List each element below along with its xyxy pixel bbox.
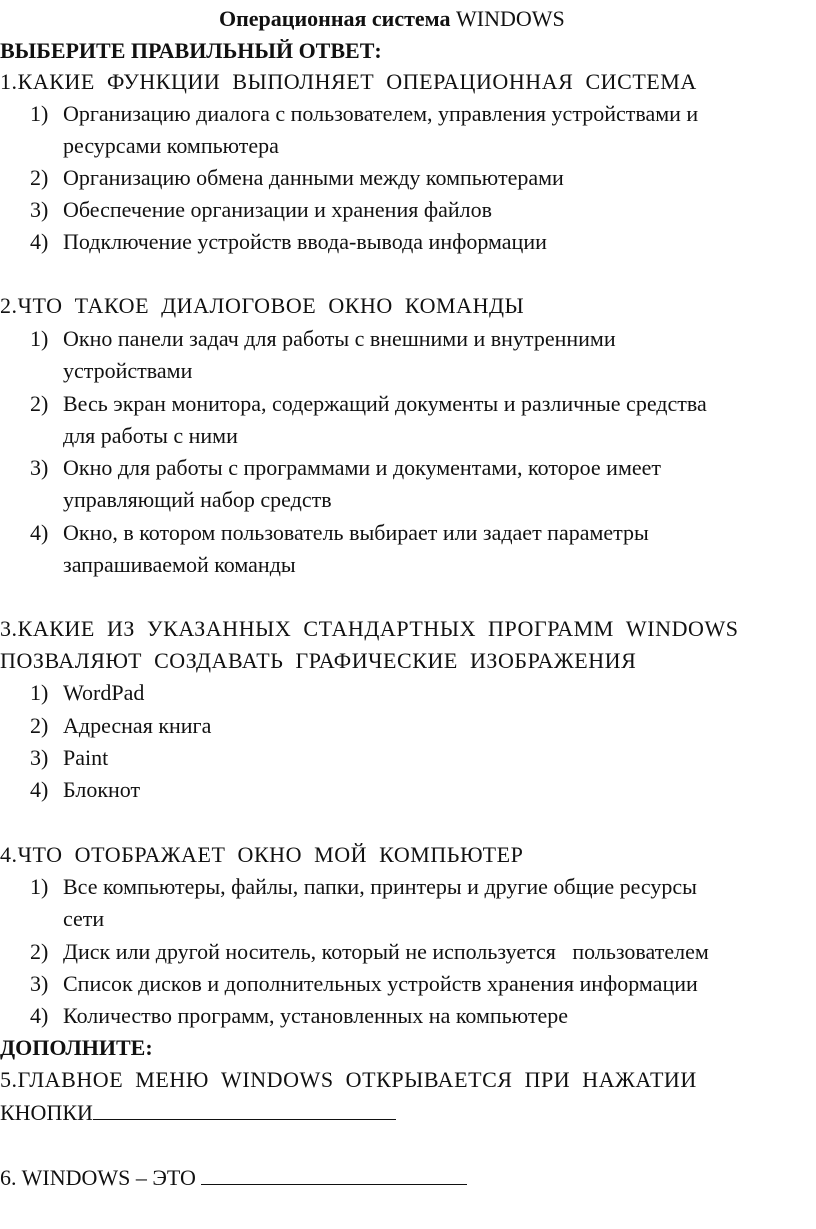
option-number: 3) (30, 197, 49, 222)
question-3-heading-line1: 3.КАКИЕ ИЗ УКАЗАННЫХ СТАНДАРТНЫХ ПРОГРАММ WINDOWS (0, 616, 739, 641)
option-number: 2) (30, 391, 49, 416)
option-number: 1) (30, 874, 49, 899)
option-number: 1) (30, 326, 49, 351)
q1-option-1-cont: ресурсами компьютера (63, 133, 279, 158)
option-text: WordPad (63, 680, 145, 705)
option-text: Окно для работы с программами и документами, которое имеет (63, 455, 662, 480)
option-text: Блокнот (63, 777, 141, 802)
option-text: Все компьютеры, файлы, папки, принтеры и другие общие ресурсы (63, 874, 697, 899)
q2-option-1-cont: устройствами (63, 358, 193, 383)
instruction-complete: ДОПОЛНИТЕ: (0, 1035, 153, 1060)
instruction-choose: ВЫБЕРИТЕ ПРАВИЛЬНЫЙ ОТВЕТ: (0, 38, 382, 63)
q4-option-1-cont: сети (63, 906, 105, 931)
option-text: Обеспечение организации и хранения файлов (63, 197, 493, 222)
option-text: Адресная книга (63, 713, 212, 738)
q2-option-3-cont: управляющий набор средств (63, 487, 332, 512)
option-number: 4) (30, 777, 49, 802)
option-text: Paint (63, 745, 109, 770)
q2-option-4-cont: запрашиваемой команды (63, 552, 296, 577)
page-title (219, 6, 565, 32)
question-6-heading (0, 1164, 467, 1191)
option-text: Количество программ, установленных на компьютере (63, 1003, 569, 1028)
option-text: Организацию диалога с пользователем, управления устройствами и (63, 101, 699, 126)
question-4-heading: 4.ЧТО ОТОБРАЖАЕТ ОКНО МОЙ КОМПЬЮТЕР (0, 842, 524, 867)
option-number: 1) (30, 680, 49, 705)
option-number: 2) (30, 939, 49, 964)
question-5-heading-line2 (0, 1099, 396, 1126)
option-text: Окно, в котором пользователь выбирает или задает параметры (63, 520, 649, 545)
option-text: Список дисков и дополнительных устройств хранения информации (63, 971, 698, 996)
option-number: 4) (30, 1003, 49, 1028)
option-number: 4) (30, 229, 49, 254)
q2-option-2-cont: для работы с ними (63, 423, 238, 448)
q5-answer-blank[interactable] (93, 1099, 396, 1120)
question-2-heading: 2.ЧТО ТАКОЕ ДИАЛОГОВОЕ ОКНО КОМАНДЫ (0, 293, 525, 318)
q6-label: 6. WINDOWS – ЭТО (0, 1165, 202, 1190)
q5-label: КНОПКИ (0, 1100, 93, 1125)
option-text: Организацию обмена данными между компьютерами (63, 165, 564, 190)
option-text: Окно панели задач для работы с внешними и внутренними (63, 326, 616, 351)
question-1-heading: 1.КАКИЕ ФУНКЦИИ ВЫПОЛНЯЕТ ОПЕРАЦИОННАЯ СИСТЕМА (0, 69, 697, 94)
question-3-heading-line2: ПОЗВАЛЯЮТ СОЗДАВАТЬ ГРАФИЧЕСКИЕ ИЗОБРАЖЕНИЯ (0, 648, 637, 673)
option-number: 3) (30, 745, 49, 770)
option-text: Подключение устройств ввода-вывода информации (63, 229, 547, 254)
option-number: 3) (30, 971, 49, 996)
option-number: 2) (30, 713, 49, 738)
option-text: Диск или другой носитель, который не используется пользователем (63, 939, 709, 964)
option-number: 2) (30, 165, 49, 190)
question-5-heading-line1: 5.ГЛАВНОЕ МЕНЮ WINDOWS ОТКРЫВАЕТСЯ ПРИ НАЖАТИИ (0, 1067, 697, 1092)
title-bold: Операционная система (219, 6, 451, 31)
option-number: 4) (30, 520, 49, 545)
title-rest: WINDOWS (450, 6, 565, 31)
q6-answer-blank[interactable] (201, 1164, 467, 1185)
option-number: 1) (30, 101, 49, 126)
option-number: 3) (30, 455, 49, 480)
option-text: Весь экран монитора, содержащий документы и различные средства (63, 391, 707, 416)
